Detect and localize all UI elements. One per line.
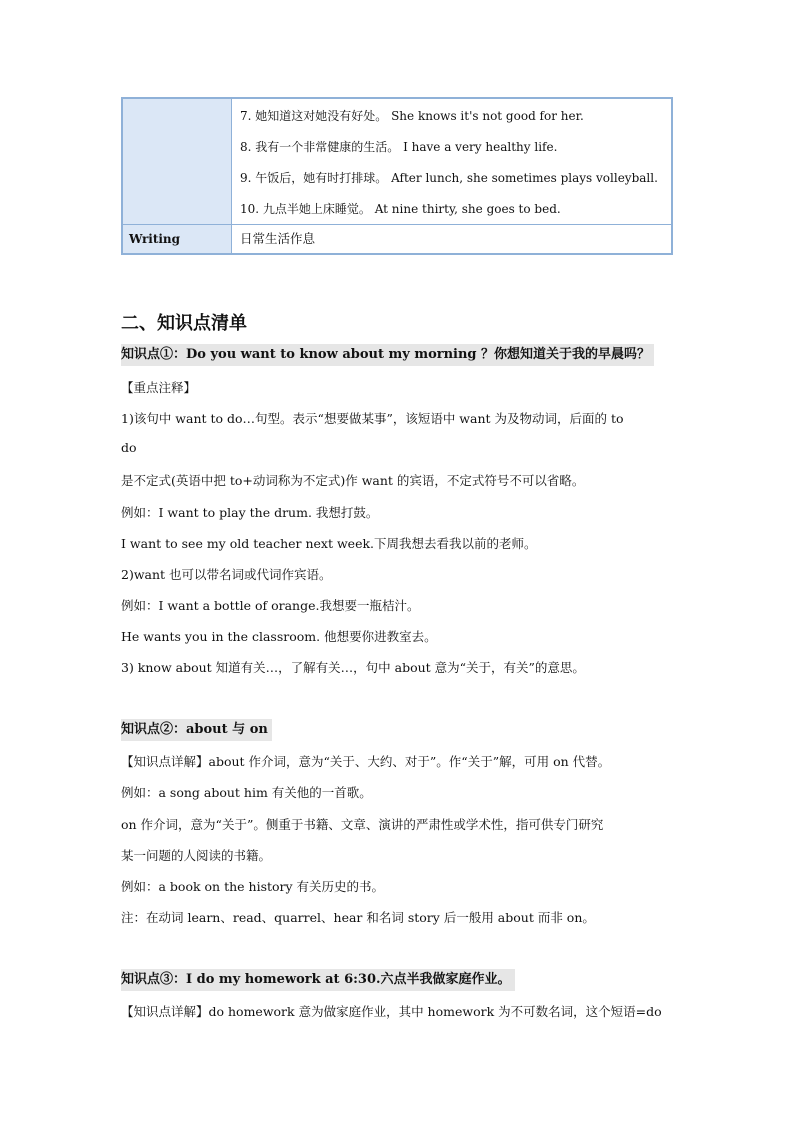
- writing-value: 日常生活作息: [240, 231, 316, 246]
- kp1-line: 是不定式(英语中把 to+动词称为不定式)作 want 的宾语，不定式符号不可以省略。: [121, 473, 585, 488]
- kp1-line: He wants you in the classroom. 他想要你进教室去。: [121, 629, 437, 644]
- writing-label: Writing: [123, 225, 232, 253]
- kp3-line: 【知识点详解】do homework 意为做家庭作业，其中 homework 为不可数名词，这个短语=do: [121, 1004, 662, 1019]
- kp2-line: 注：在动词 learn、read、quarrel、hear 和名词 story 后一般用 about 而非 on。: [121, 910, 595, 925]
- kp1-line: 例如：I want a bottle of orange.我想要一瓶桔汁。: [121, 598, 420, 613]
- kp2-line: 例如：a song about him 有关他的一首歌。: [121, 785, 372, 800]
- kp1-line: 1)该句中 want to do…句型。表示“想要做某事”，该短语中 want 为及物动词，后面的 to: [121, 411, 624, 426]
- kp1-line: 例如：I want to play the drum. 我想打鼓。: [121, 505, 379, 520]
- knowledge-point-3-title: 知识点③：I do my homework at 6:30.六点半我做家庭作业。: [121, 969, 515, 991]
- knowledge-point-2-title: 知识点②：about 与 on: [121, 719, 272, 741]
- section-title: 二、知识点清单: [121, 313, 247, 334]
- kp2-line: 某一问题的人阅读的书籍。: [121, 848, 272, 863]
- kp2-line: on 作介词，意为“关于”。侧重于书籍、文章、演讲的严肃性或学术性，指可供专门研究: [121, 817, 604, 832]
- table-sentence: 7. 她知道这对她没有好处。 She knows it's not good for her.: [240, 109, 584, 123]
- kp2-line: 例如：a book on the history 有关历史的书。: [121, 879, 385, 894]
- kp1-line: do: [121, 440, 137, 455]
- table-sentence: 8. 我有一个非常健康的生活。 I have a very healthy life.: [240, 140, 558, 154]
- table-sentences-cell: [232, 99, 671, 225]
- table-left-cell: [123, 99, 232, 225]
- kp1-line: 【重点注释】: [121, 380, 197, 395]
- knowledge-point-1-title: 知识点①：Do you want to know about my morning ？你想知道关于我的早晨吗？: [121, 344, 654, 366]
- kp1-line: I want to see my old teacher next week.下周我想去看我以前的老师。: [121, 536, 537, 551]
- table-sentence: 9. 午饭后，她有时打排球。 After lunch, she sometimes plays volleyball.: [240, 171, 658, 185]
- kp2-line: 【知识点详解】about 作介词，意为“关于、大约、对于”。作“关于”解，可用 on 代替。: [121, 754, 611, 769]
- sentence-table: [121, 97, 673, 255]
- table-sentence: 10. 九点半她上床睡觉。 At nine thirty, she goes to bed.: [240, 202, 561, 216]
- kp1-line: 2)want 也可以带名词或代词作宾语。: [121, 567, 332, 582]
- kp1-line: 3) know about 知道有关…，了解有关…，句中 about 意为“关于，有关”的意思。: [121, 660, 585, 675]
